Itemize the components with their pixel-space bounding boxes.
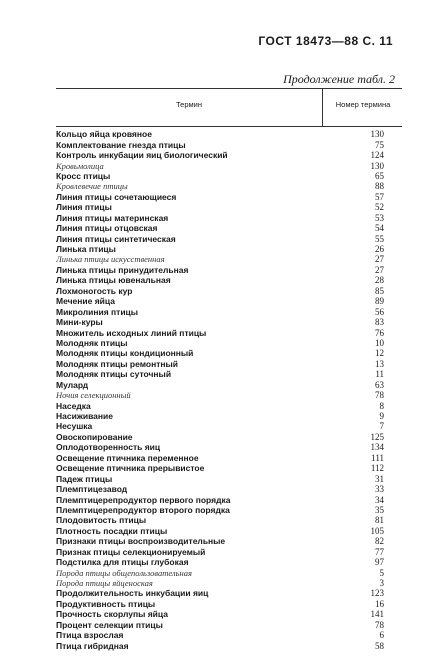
table-row — [56, 286, 402, 296]
table-row — [56, 317, 402, 327]
page-header: ГОСТ 18473—88 С. 11 — [258, 34, 393, 48]
table-row — [56, 453, 402, 463]
term-number-cell: 125 — [370, 431, 384, 442]
term-cell: Наседка — [56, 400, 91, 411]
table-row — [56, 588, 402, 598]
table-row — [56, 620, 402, 630]
table-body — [56, 129, 402, 651]
term-cell: Комплектование гнезда птицы — [56, 139, 186, 150]
term-number-cell: 55 — [375, 233, 384, 244]
term-number-cell: 111 — [371, 452, 384, 463]
term-number-cell: 124 — [370, 150, 384, 161]
table-row — [56, 599, 402, 609]
term-number-cell: 97 — [375, 557, 384, 568]
term-number-cell: 26 — [375, 244, 384, 255]
term-cell: Линия птицы материнская — [56, 212, 169, 223]
term-cell: Признак птицы селекционируемый — [56, 546, 206, 557]
term-cell: Продуктивность птицы — [56, 598, 156, 609]
table-row — [56, 442, 402, 452]
term-cell: Линия птицы отцовская — [56, 223, 158, 234]
term-number-cell: 52 — [375, 202, 384, 213]
table-row — [56, 192, 402, 202]
table-row — [56, 380, 402, 390]
term-cell: Несушка — [56, 421, 93, 432]
term-number-cell: 83 — [375, 317, 384, 328]
term-number-cell: 130 — [370, 129, 384, 140]
term-cell: Признаки птицы воспроизводительные — [56, 536, 226, 547]
term-number-cell: 123 — [370, 588, 384, 599]
column-header-term: Термин — [176, 100, 202, 109]
term-cell: Кровлевечие птицы — [56, 181, 128, 192]
term-cell: Плотность посадки птицы — [56, 525, 168, 536]
table-row — [56, 411, 402, 421]
term-number-cell: 31 — [375, 473, 384, 484]
term-cell: Линька птицы принудительная — [56, 264, 189, 275]
table-row — [56, 254, 402, 264]
term-number-cell: 53 — [375, 212, 384, 223]
table-row — [56, 359, 402, 369]
term-cell: Молодняк птицы кондиционный — [56, 348, 194, 359]
term-number-cell: 58 — [375, 640, 384, 651]
table-row — [56, 578, 402, 588]
term-cell: Мини-куры — [56, 317, 103, 328]
term-cell: Прочность скорлупы яйца — [56, 609, 168, 620]
term-cell: Линия птицы сочетающиеся — [56, 191, 177, 202]
term-cell: Племптицерепродуктор второго порядка — [56, 504, 230, 515]
table-column-divider — [322, 88, 323, 126]
table-row — [56, 463, 402, 473]
term-cell: Кольцо яйца кровяное — [56, 129, 152, 140]
term-cell: Птица гибридная — [56, 640, 129, 651]
table-row — [56, 505, 402, 515]
term-cell: Мечение яйца — [56, 296, 115, 307]
table-row — [56, 609, 402, 619]
table-row — [56, 567, 402, 577]
table-row — [56, 244, 402, 254]
table-row — [56, 547, 402, 557]
term-number-cell: 141 — [370, 609, 384, 620]
term-cell: Плодовитость птицы — [56, 515, 147, 526]
term-number-cell: 88 — [375, 181, 384, 192]
term-number-cell: 8 — [379, 400, 384, 411]
term-cell: Освещение птичника прерывистое — [56, 463, 205, 474]
term-number-cell: 28 — [375, 275, 384, 286]
table-header-rule — [56, 126, 402, 127]
table-row — [56, 265, 402, 275]
table-row — [56, 150, 402, 160]
term-number-cell: 12 — [375, 348, 384, 359]
table-row — [56, 223, 402, 233]
table-row — [56, 348, 402, 358]
term-number-cell: 85 — [375, 285, 384, 296]
table-row — [56, 233, 402, 243]
term-number-cell: 130 — [370, 160, 384, 171]
table-row — [56, 630, 402, 640]
table-row — [56, 515, 402, 525]
term-number-cell: 112 — [370, 463, 384, 474]
term-cell: Порода птицы яйценоская — [56, 578, 153, 589]
term-number-cell: 57 — [375, 191, 384, 202]
column-header-number: Номер термина — [335, 100, 391, 109]
term-cell: Линия птицы синтетическая — [56, 233, 176, 244]
term-cell: Подстилка для птицы глубокая — [56, 557, 189, 568]
term-cell: Молодняк птицы ремонтный — [56, 358, 178, 369]
term-number-cell: 10 — [375, 337, 384, 348]
term-number-cell: 33 — [375, 484, 384, 495]
table-row — [56, 338, 402, 348]
term-number-cell: 27 — [375, 254, 384, 265]
table-row — [56, 640, 402, 650]
term-number-cell: 78 — [375, 619, 384, 630]
table-row — [56, 473, 402, 483]
term-number-cell: 89 — [375, 296, 384, 307]
term-number-cell: 65 — [375, 170, 384, 181]
terms-table — [56, 88, 402, 651]
table-row — [56, 484, 402, 494]
term-number-cell: 13 — [375, 358, 384, 369]
term-cell: Ночия селекционный — [56, 390, 131, 401]
term-number-cell: 82 — [375, 536, 384, 547]
term-cell: Множитель исходных линий птицы — [56, 327, 207, 338]
term-cell: Процент селекции птицы — [56, 619, 163, 630]
term-number-cell: 5 — [379, 567, 384, 578]
term-number-cell: 6 — [379, 630, 384, 641]
term-cell: Кровьмолица — [56, 160, 104, 171]
table-row — [56, 400, 402, 410]
term-cell: Птица взрослая — [56, 630, 124, 641]
term-cell: Освещение птичника переменное — [56, 452, 199, 463]
term-number-cell: 105 — [370, 525, 384, 536]
term-number-cell: 54 — [375, 223, 384, 234]
term-cell: Оплодотворенность яиц — [56, 442, 161, 453]
term-cell: Линия птицы — [56, 202, 112, 213]
table-row — [56, 536, 402, 546]
table-row — [56, 421, 402, 431]
term-number-cell: 34 — [375, 494, 384, 505]
term-cell: Племптицезавод — [56, 484, 128, 495]
table-row — [56, 171, 402, 181]
table-row — [56, 139, 402, 149]
table-row — [56, 202, 402, 212]
term-number-cell: 9 — [379, 411, 384, 422]
term-number-cell: 81 — [375, 515, 384, 526]
term-cell: Линька птицы ювенальная — [56, 275, 171, 286]
term-number-cell: 77 — [375, 546, 384, 557]
table-row — [56, 369, 402, 379]
table-row — [56, 494, 402, 504]
term-cell: Линька птицы — [56, 244, 116, 255]
term-number-cell: 27 — [375, 264, 384, 275]
term-number-cell: 7 — [379, 421, 384, 432]
term-cell: Порода птицы общепользовательная — [56, 567, 192, 578]
term-number-cell: 3 — [379, 578, 384, 589]
term-number-cell: 75 — [375, 139, 384, 150]
term-cell: Микролиния птицы — [56, 306, 139, 317]
table-row — [56, 213, 402, 223]
table-row — [56, 327, 402, 337]
table-row — [56, 181, 402, 191]
term-cell: Кросс птицы — [56, 170, 111, 181]
term-cell: Продолжительность инкубации яиц — [56, 588, 209, 599]
table-row — [56, 526, 402, 536]
term-cell: Контроль инкубации яиц биологический — [56, 150, 228, 161]
table-row — [56, 129, 402, 139]
table-row — [56, 296, 402, 306]
term-number-cell: 63 — [375, 379, 384, 390]
term-cell: Линька птицы искусственная — [56, 254, 165, 265]
table-row — [56, 306, 402, 316]
term-cell: Падеж птицы — [56, 473, 113, 484]
table-top-rule — [56, 88, 402, 89]
table-row — [56, 160, 402, 170]
term-cell: Мулард — [56, 379, 89, 390]
table-row — [56, 557, 402, 567]
term-cell: Племптицерепродуктор первого порядка — [56, 494, 231, 505]
term-cell: Молодняк птицы — [56, 337, 128, 348]
table-row — [56, 275, 402, 285]
term-number-cell: 56 — [375, 306, 384, 317]
term-cell: Овоскопирование — [56, 431, 133, 442]
table-continuation-label: Продолжение табл. 2 — [283, 72, 395, 86]
term-cell: Насиживание — [56, 411, 113, 422]
term-number-cell: 134 — [370, 442, 384, 453]
term-number-cell: 78 — [375, 390, 384, 401]
term-number-cell: 11 — [375, 369, 384, 380]
term-cell: Лохмоногость кур — [56, 285, 133, 296]
table-row — [56, 390, 402, 400]
term-number-cell: 76 — [375, 327, 384, 338]
term-cell: Молодняк птицы суточный — [56, 369, 172, 380]
table-row — [56, 432, 402, 442]
term-number-cell: 16 — [375, 598, 384, 609]
term-number-cell: 35 — [375, 504, 384, 515]
